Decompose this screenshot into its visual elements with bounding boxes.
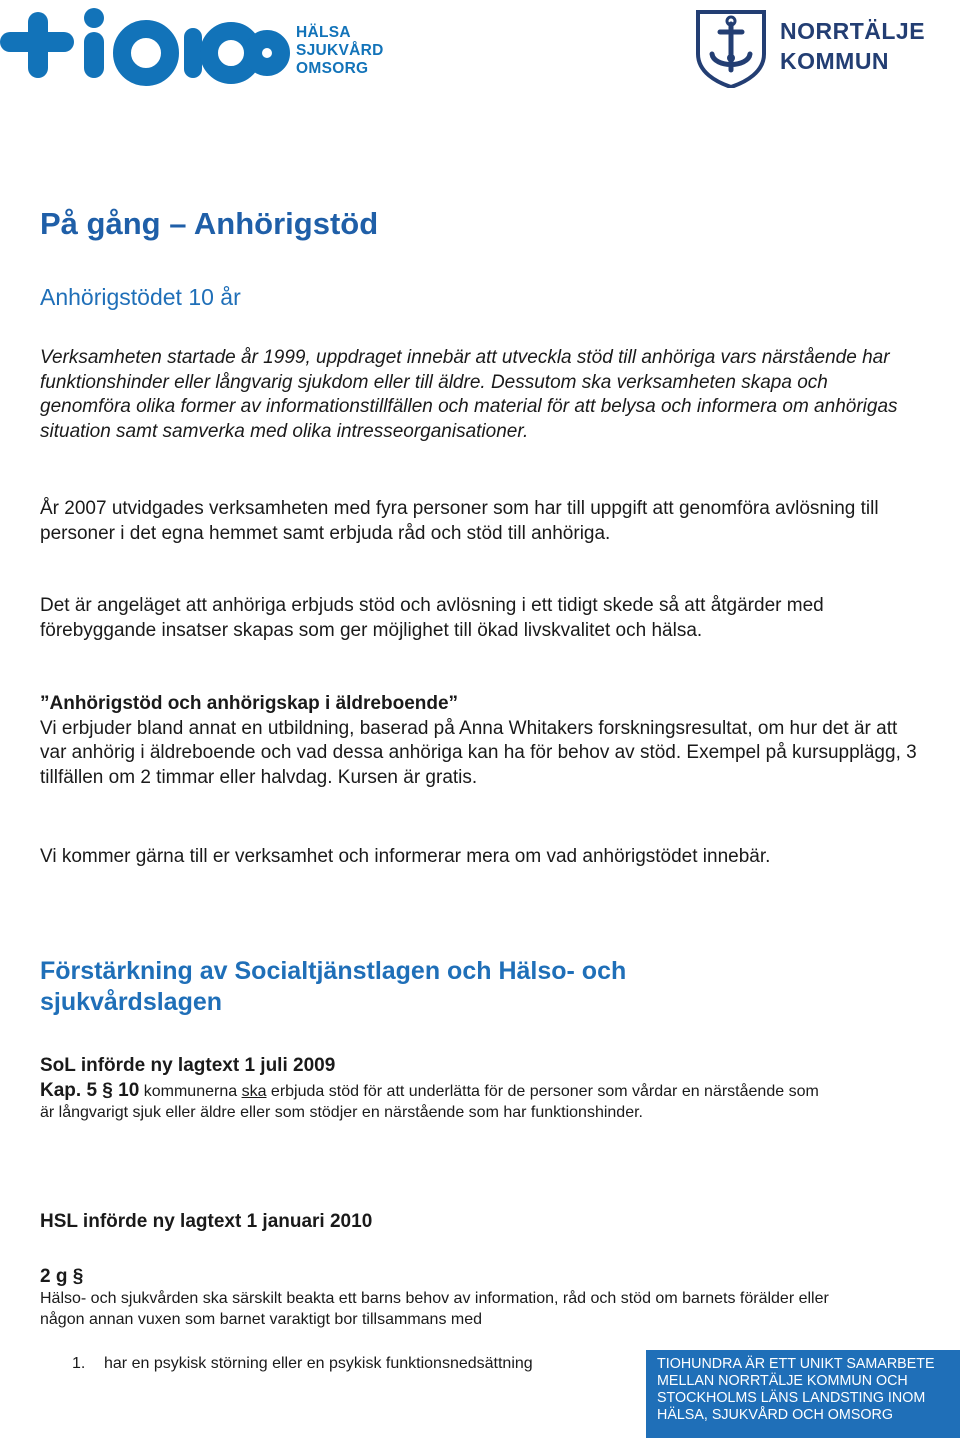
hsl-ref: 2 g § <box>40 1266 84 1287</box>
sol-heading: SoL införde ny lagtext 1 juli 2009 <box>40 1055 336 1076</box>
logo-line-sjukvard: SJUKVÅRD <box>296 42 384 59</box>
sol-text-underlined: ska <box>241 1083 267 1100</box>
logo-line-omsorg: OMSORG <box>296 60 369 77</box>
sol-ref: Kap. 5 § 10 <box>40 1080 140 1101</box>
page-title: På gång – Anhörigstöd <box>40 206 379 241</box>
paragraph-angelaget: Det är angeläget att anhöriga erbjuds stöd och avlösning i ett tidigt skede så att åtgärder med förebyggande insatser skapas som ger möjlighet till ökad livskvalitet och hälsa. <box>40 595 824 641</box>
footer-line-4: HÄLSA, SJUKVÅRD OCH OMSORG <box>657 1407 893 1423</box>
paragraph-informerar: Vi kommer gärna till er verksamhet och informerar mera om vad anhörigstödet innebär. <box>40 846 771 867</box>
list-item-text: har en psykisk störning eller en psykisk funktionsnedsättning <box>104 1355 533 1372</box>
paragraph-2007: År 2007 utvidgades verksamheten med fyra personer som har till uppgift att genomföra avlösning till personer i det egna hemmet samt erbjuda råd och stöd till anhöriga. <box>40 498 879 544</box>
footer-line-2: MELLAN NORRTÄLJE KOMMUN OCH <box>657 1373 908 1389</box>
hsl-text: Hälso- och sjukvården ska särskilt beakta ett barns behov av information, råd och stöd om barnets förälder eller någon annan vuxen som barnet varaktigt bor tillsammans med <box>40 1290 829 1328</box>
footer-info-box <box>646 1350 960 1438</box>
sol-text-before: kommunerna <box>143 1083 238 1100</box>
logo-line-halsa: HÄLSA <box>296 24 351 41</box>
norrtalje-kommun-logo <box>694 10 960 90</box>
hsl-heading: HSL införde ny lagtext 1 januari 2010 <box>40 1211 373 1232</box>
anchor-shield-icon <box>694 10 768 88</box>
aldreboende-block <box>40 692 920 790</box>
section-title: Förstärkning av Socialtjänstlagen och Hälso- och sjukvårdslagen <box>40 957 627 1016</box>
tio100-logo <box>0 4 384 86</box>
page-subtitle: Anhörigstödet 10 år <box>40 284 241 310</box>
sol-text <box>40 1080 830 1123</box>
footer-line-3: STOCKHOLMS LÄNS LANDSTING INOM <box>657 1390 926 1406</box>
logo-line-kommun: KOMMUN <box>780 48 890 74</box>
aldreboende-text: Vi erbjuder bland annat en utbildning, baserad på Anna Whitakers forskningsresultat, om hur det är att var anhörig i äldreboende och vad dessa anhöriga kan ha för behov av stöd. Exempel på kursupplägg, 3 tillfällen om 2 timmar eller halvdag. Kursen är gratis. <box>40 717 917 788</box>
aldreboende-heading: ”Anhörigstöd och anhörigskap i äldreboende” <box>40 693 459 714</box>
list-item-number: 1. <box>72 1355 86 1372</box>
sol-text-after: erbjuda stöd för att underlätta för de personer som vårdar en närstående som är långvarigt sjuk eller äldre eller som stödjer en närstående som har funktionshinder. <box>40 1083 819 1121</box>
logo-line-norrtalje: NORRTÄLJE <box>780 18 926 44</box>
list-item <box>72 1354 533 1374</box>
footer-line-1: TIOHUNDRA ÄR ETT UNIKT SAMARBETE <box>657 1356 935 1372</box>
intro-paragraph: Verksamheten startade år 1999, uppdraget innebär att utveckla stöd till anhöriga vars närstående har funktionshinder eller långvarig sjukdom eller till äldre. Dessutom ska verksamheten skapa och genomföra olika former av informationstillfällen och material för att belysa och informera om anhörigas situation samt samverka med olika intresseorganisationer. <box>40 347 898 442</box>
tio100-wordmark <box>0 4 290 86</box>
